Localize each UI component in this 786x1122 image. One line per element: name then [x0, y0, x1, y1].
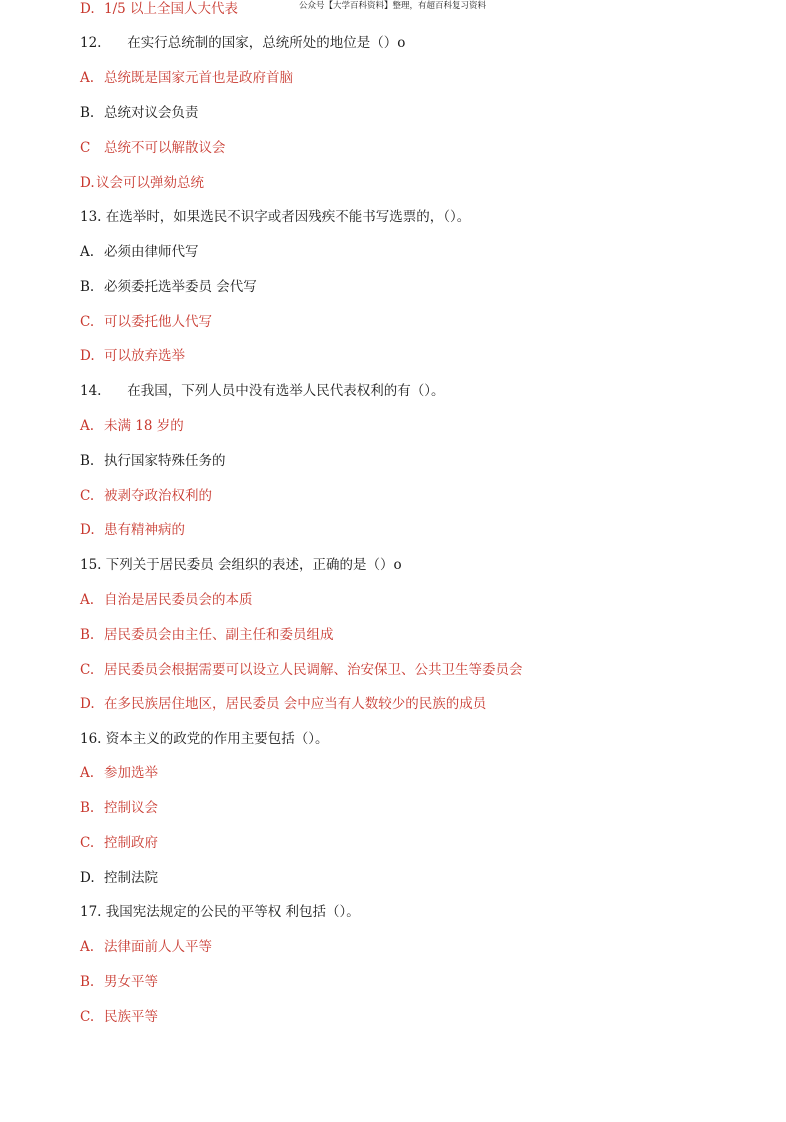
- question-stem: 13. 在选举时，如果选民不识字或者因残疾不能书写选票的，（）。: [80, 209, 471, 225]
- option-text: 控制法院: [104, 870, 158, 886]
- option-text: 法律面前人人平等: [104, 939, 212, 955]
- option-row: [80, 243, 199, 261]
- option-row: [80, 591, 253, 609]
- option-row: [80, 695, 486, 713]
- option-text: 总统既是国家元首也是政府首脑: [104, 70, 293, 86]
- option-label: B.: [80, 453, 95, 469]
- option-label: B.: [80, 105, 95, 121]
- option-row: [80, 104, 199, 122]
- option-label: A.: [80, 592, 95, 608]
- option-label: C.: [80, 662, 95, 678]
- option-text: 必须由律师代写: [104, 244, 199, 260]
- option-text: 居民委员会根据需要可以设立人民调解、治安保卫、公共卫生等委员会: [104, 662, 523, 678]
- option-d-top: [80, 0, 238, 18]
- option-row: [80, 521, 185, 539]
- option-label: C.: [80, 1009, 95, 1025]
- option-text: 在多民族居住地区，居民委员 会中应当有人数较少的民族的成员: [104, 696, 487, 712]
- option-row: [80, 973, 158, 991]
- option-text: 总统不可以解散议会: [104, 140, 226, 156]
- option-text: 被剥夺政治权利的: [104, 488, 212, 504]
- option-row: [80, 452, 226, 470]
- option-text: 控制政府: [104, 835, 158, 851]
- option-row: [80, 938, 212, 956]
- option-row: [80, 313, 212, 331]
- option-text: 控制议会: [104, 800, 158, 816]
- option-label: A.: [80, 765, 95, 781]
- option-label: D.: [80, 870, 95, 886]
- question-stem: 12. 在实行总统制的国家，总统所处的地位是（）o: [80, 35, 406, 51]
- option-label: C.: [80, 835, 95, 851]
- option-row: [80, 487, 212, 505]
- option-text: 居民委员会由主任、副主任和委员组成: [104, 627, 334, 643]
- option-label: D.: [80, 522, 95, 538]
- option-text: 执行国家特殊任务的: [104, 453, 226, 469]
- option-text: 未满 18 岁的: [104, 418, 184, 434]
- option-row: [80, 834, 158, 852]
- option-text: 参加选举: [104, 765, 158, 781]
- option-label: D.: [80, 696, 95, 712]
- question-stem: 15. 下列关于居民委员 会组织的表述，正确的是（）o: [80, 557, 402, 573]
- option-label: B.: [80, 279, 95, 295]
- question-stem: 16. 资本主义的政党的作用主要包括（）。: [80, 731, 329, 747]
- option-label: C: [80, 140, 91, 156]
- option-text: 总统对议会负责: [104, 105, 199, 121]
- option-label: D.: [80, 348, 95, 364]
- option-row: [80, 869, 158, 887]
- option-text: 男女平等: [104, 974, 158, 990]
- option-label: B.: [80, 800, 95, 816]
- option-label: A.: [80, 244, 95, 260]
- header-watermark: 公众号【大学百科资料】整理，有超百科复习资料: [299, 1, 487, 11]
- option-row: [80, 626, 334, 644]
- option-label: A.: [80, 70, 95, 86]
- option-text: 自治是居民委员会的本质: [104, 592, 253, 608]
- option-row: [80, 1008, 158, 1026]
- option-label: C.: [80, 314, 95, 330]
- option-row: [80, 799, 158, 817]
- option-row: [80, 69, 293, 87]
- option-label: B.: [80, 974, 95, 990]
- question-stem: 14. 在我国，下列人员中没有选举人民代表权利的有（）。: [80, 383, 445, 399]
- option-label: D.: [80, 1, 95, 17]
- option-text: 必须委托选举委员 会代写: [104, 279, 257, 295]
- option-text: 患有精神病的: [104, 522, 185, 538]
- option-row: [80, 764, 158, 782]
- option-row: [80, 174, 204, 192]
- option-row: [80, 278, 257, 296]
- option-text: 可以委托他人代写: [104, 314, 212, 330]
- option-label: C.: [80, 488, 95, 504]
- option-row: [80, 347, 185, 365]
- option-label: A.: [80, 939, 95, 955]
- option-text: 议会可以弹劾总统: [96, 175, 204, 191]
- option-row: [80, 417, 184, 435]
- option-row: [80, 139, 226, 157]
- option-text: 可以放弃选举: [104, 348, 185, 364]
- option-text: 1/5 以上全国人大代表: [104, 1, 239, 17]
- option-label: D.: [80, 175, 95, 191]
- question-stem: 17. 我国宪法规定的公民的平等权 利包括（）。: [80, 904, 360, 920]
- option-label: A.: [80, 418, 95, 434]
- option-text: 民族平等: [104, 1009, 158, 1025]
- option-label: B.: [80, 627, 95, 643]
- option-row: [80, 661, 523, 679]
